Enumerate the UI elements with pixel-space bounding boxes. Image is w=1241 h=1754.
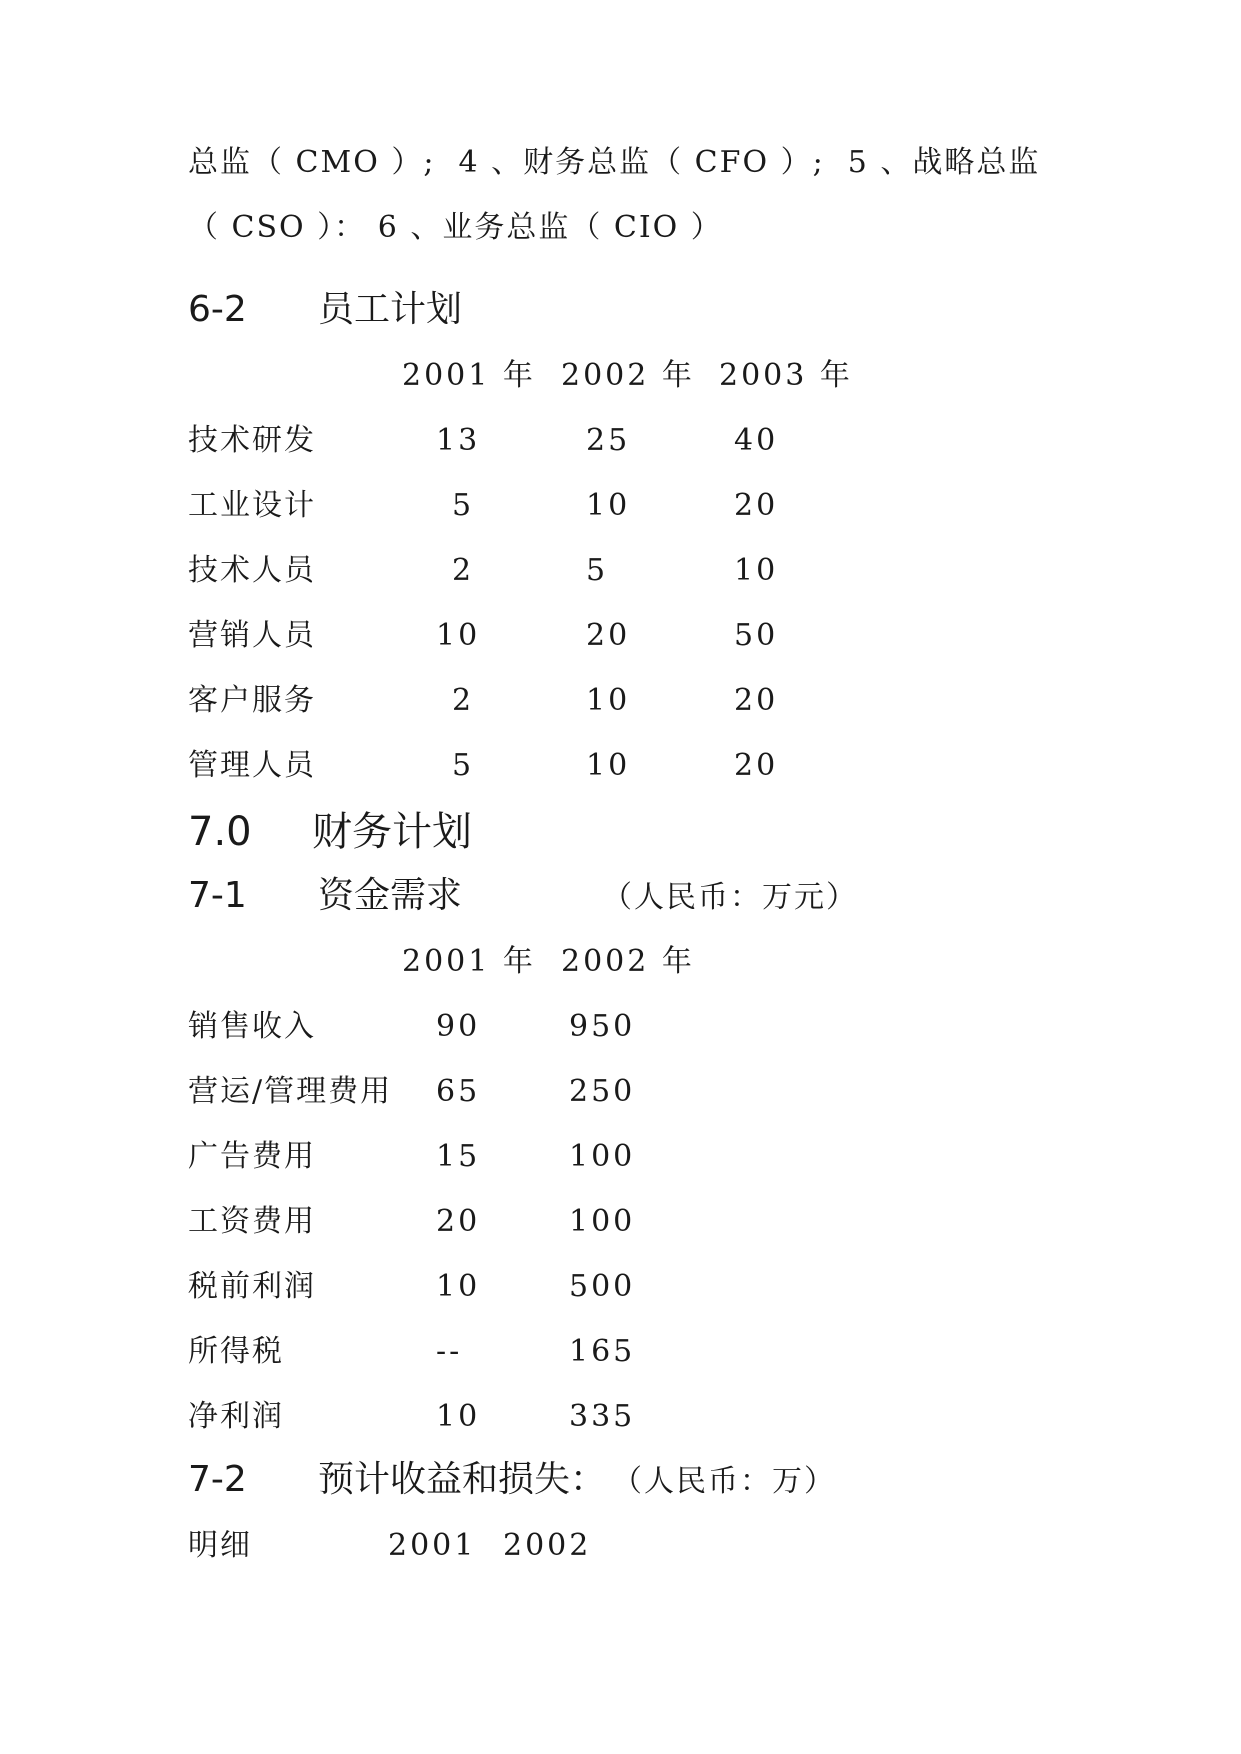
capital-row-value: 335 [569,1399,636,1434]
capital-row-value: 90 [436,1009,481,1044]
capital-year-header: 2002 年 [561,944,695,979]
profit-loss-number: 7-2 [188,1459,247,1500]
staff-row-value: 20 [586,618,631,653]
capital-row-label: 广告费用 [188,1139,316,1174]
staff-row-value: 10 [586,488,631,523]
finance-plan-title: 财务计划 [312,809,472,855]
staff-row-value: 25 [586,423,631,458]
staff-row-value: 5 [452,488,475,523]
intro-line-1: 总监（ CMO ）; 4 、财务总监（ CFO ）; 5 、战略总监 [188,145,1041,180]
capital-row-label: 所得税 [188,1334,284,1369]
staff-row-value: 20 [734,488,779,523]
finance-plan-number: 7.0 [188,809,252,855]
capital-row-value: 250 [569,1074,636,1109]
profit-loss-year-header: 2001 [388,1528,477,1563]
staff-row-value: 20 [734,683,779,718]
capital-row-value: 500 [569,1269,636,1304]
capital-row-value: 10 [436,1269,481,1304]
staff-row-label: 管理人员 [188,748,316,783]
capital-unit: （人民币：万元） [602,880,858,915]
capital-row-label: 营运/管理费用 [188,1074,393,1109]
capital-row-value: 15 [436,1139,481,1174]
staff-row-value: 10 [586,748,631,783]
profit-loss-title: 预计收益和损失： [318,1459,607,1500]
staff-row-value: 20 [734,748,779,783]
capital-row-value: 100 [569,1204,636,1239]
capital-title: 资金需求 [318,875,463,916]
staff-row-label: 工业设计 [188,488,316,523]
staff-row-value: 5 [586,553,609,588]
capital-row-value: 100 [569,1139,636,1174]
staff-row-value: 5 [452,748,475,783]
capital-row-value: 950 [569,1009,636,1044]
capital-row-label: 净利润 [188,1399,284,1434]
staff-row-value: 50 [734,618,779,653]
staff-row-label: 客户服务 [188,683,316,718]
capital-row-value: -- [436,1334,463,1369]
intro-line-2: （ CSO ）： 6 、业务总监（ CIO ） [188,210,723,245]
staff-row-value: 10 [586,683,631,718]
capital-row-value: 165 [569,1334,636,1369]
capital-row-value: 10 [436,1399,481,1434]
capital-row-label: 工资费用 [188,1204,316,1239]
capital-row-label: 税前利润 [188,1269,316,1304]
staff-year-header: 2002 年 [561,358,695,393]
staff-row-value: 10 [734,553,779,588]
staff-row-label: 营销人员 [188,618,316,653]
capital-row-value: 20 [436,1204,481,1239]
capital-year-header: 2001 年 [402,944,536,979]
staff-row-value: 10 [436,618,481,653]
staff-plan-title: 员工计划 [318,289,463,330]
capital-row-label: 销售收入 [188,1009,316,1044]
staff-row-value: 13 [436,423,481,458]
staff-row-label: 技术人员 [188,553,316,588]
staff-year-header: 2003 年 [719,358,853,393]
staff-plan-number: 6-2 [188,289,247,330]
staff-row-value: 2 [452,553,475,588]
profit-loss-year-header: 2002 [503,1528,592,1563]
detail-label: 明细 [188,1528,252,1563]
staff-year-header: 2001 年 [402,358,536,393]
profit-loss-unit: （人民币：万） [612,1464,836,1499]
staff-row-label: 技术研发 [188,423,316,458]
staff-row-value: 40 [734,423,779,458]
capital-number: 7-1 [188,875,247,916]
capital-row-value: 65 [436,1074,481,1109]
staff-row-value: 2 [452,683,475,718]
